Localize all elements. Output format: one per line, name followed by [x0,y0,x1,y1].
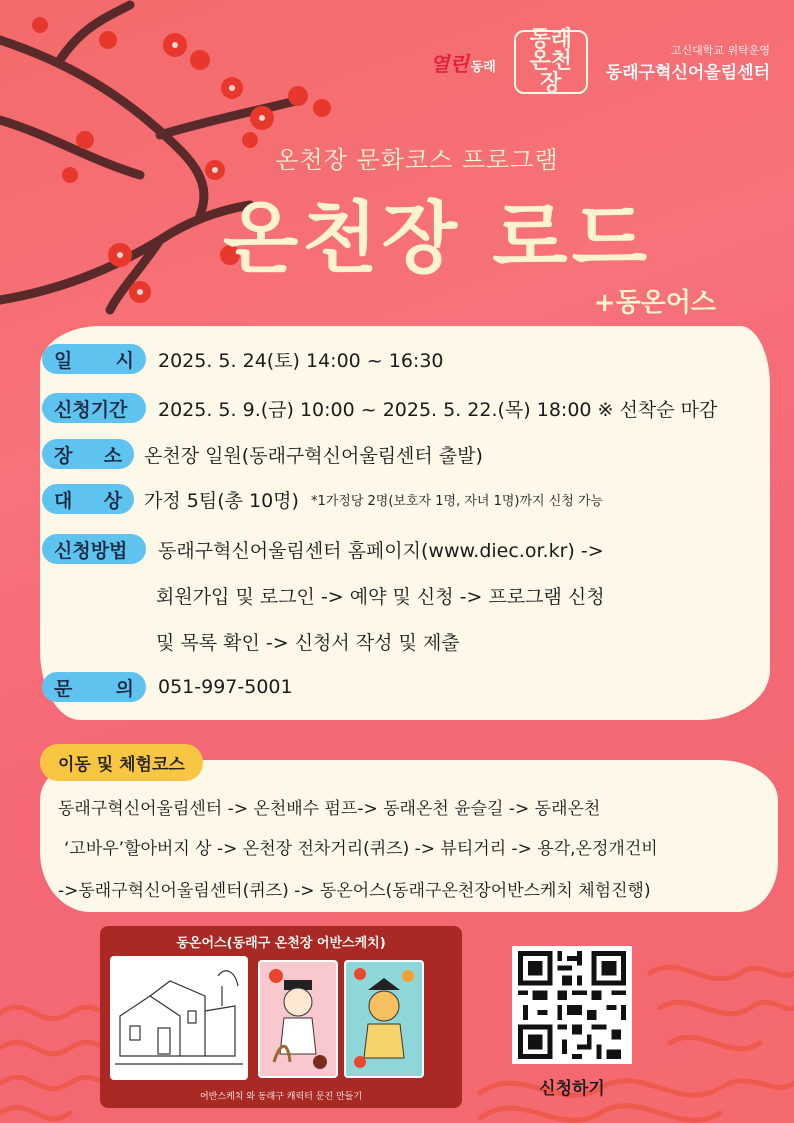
info-row-target [42,484,603,514]
logo-group [428,27,770,96]
value-contact: 051-997-5001 [158,676,293,698]
urban-sketch-image [110,956,248,1080]
character-drawing-1 [260,962,336,1076]
character-paperweight-1-image [258,960,338,1078]
photo-box-caption: 어반스케치 와 동래구 캐릭터 문진 만들기 [199,1092,363,1102]
program-title: 온천장 로드 [223,194,651,284]
label-place: 장 소 [42,439,134,469]
qr-code-pattern [512,946,632,1064]
logo-mid-text: 동래 온천장 [529,27,573,96]
info-row-method [42,534,604,564]
photo-box-title: 동온어스(동래구 온천장 어반스케치) [176,936,386,951]
value-date: 2025. 5. 24(토) 14:00 ~ 16:30 [158,349,444,372]
course-line3: ->동래구혁신어울림센터(퀴즈) -> 동온어스(동래구온천장어반스케치 체험진행) [58,881,651,901]
label-apply-period: 신청기간 [42,393,146,423]
character-paperweight-2-image [344,960,424,1078]
info-row-place [42,439,483,469]
value-method-line2: 회원가입 및 로그인 -> 예약 및 신청 -> 프로그램 신청 [156,586,605,608]
apply-link-label[interactable]: 신청하기 [539,1079,605,1099]
course-line1: 동래구혁신어울림센터 -> 온천배수 펌프-> 동래온천 윤슬길 -> 동래온천 [58,799,601,819]
info-row-date [42,344,444,374]
logo-left-text: 열린 [430,51,469,76]
logo-left-sub-text: 동래 [470,59,496,75]
yeollin-dongnae-logo [428,48,496,77]
value-target-note: *1가정당 2명(보호자 1명, 자녀 1명)까지 신청 가능 [310,493,604,509]
value-place: 온천장 일원(동래구혁신어울림센터 출발) [144,444,483,467]
label-method: 신청방법 [42,534,146,564]
course-badge: 이동 및 체험코스 [40,744,203,781]
logo-right-small-text: 고신대학교 위탁운영 [670,43,770,57]
program-title-suffix: +동온어스 [593,288,716,318]
qr-code[interactable] [512,946,632,1064]
info-row-apply-period [42,393,717,423]
course-line2: ‘고바우’할아버지 상 -> 온천장 전차거리(퀴즈) -> 뷰티거리 -> 용각,온정개건비 [64,839,658,859]
value-target: 가정 5팀(총 10명) [144,489,299,512]
value-method-line3: 및 목록 확인 -> 신청서 작성 및 제출 [156,632,460,654]
program-subtitle: 온천장 문화코스 프로그램 [275,146,559,174]
sketch-drawing [110,956,248,1080]
dongnae-oncheonjang-logo [514,27,588,96]
label-date: 일 시 [42,344,146,374]
value-method-line1: 동래구혁신어울림센터 홈페이지(www.diec.or.kr) -> [158,539,604,562]
character-drawing-2 [346,962,422,1076]
label-contact: 문 의 [42,672,146,702]
value-apply-period: 2025. 5. 9.(금) 10:00 ~ 2025. 5. 22.(목) 18:00 ※ 선착순 마감 [158,398,718,421]
logo-right-big-text: 동래구혁신어울림센터 [605,62,770,83]
info-card [40,326,770,720]
innovation-center-logo [606,42,770,83]
label-target: 대 상 [42,484,134,514]
info-row-contact [42,672,293,702]
